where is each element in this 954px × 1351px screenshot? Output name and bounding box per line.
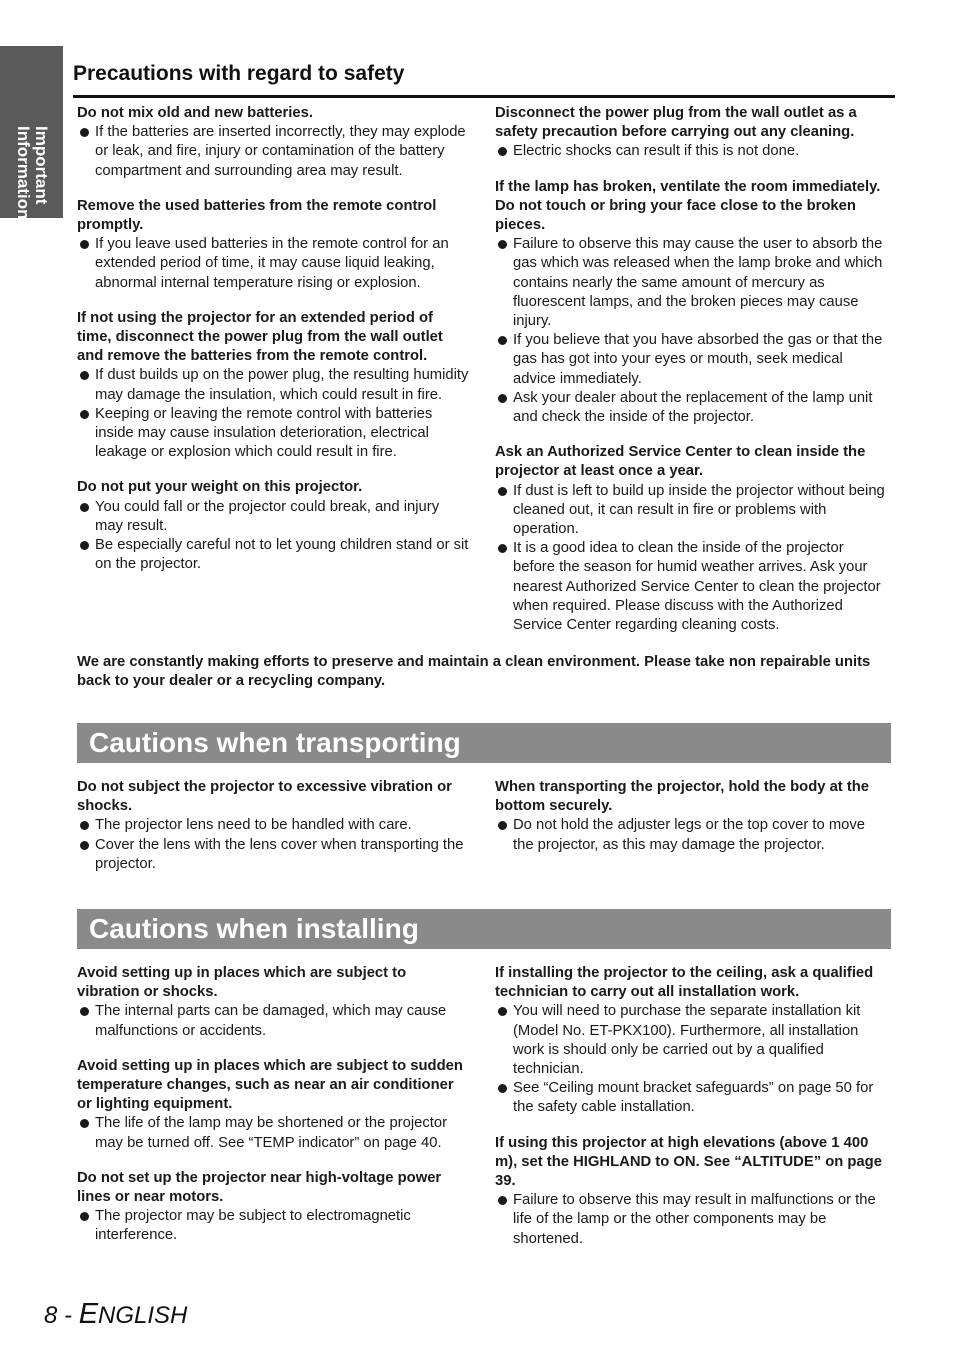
- precaution-text: Failure to observe this may result in malfunctions or the life of the lamp or the other components may be shortened.: [513, 1192, 876, 1247]
- precaution-list: [495, 142, 889, 161]
- bullet-icon: [80, 371, 89, 380]
- precaution-item: [495, 482, 889, 540]
- precaution-text: Electric shocks can result if this is not done.: [513, 143, 800, 160]
- precaution-heading: Ask an Authorized Service Center to clean inside the projector at least once a year.: [495, 444, 866, 480]
- precaution-block: [77, 104, 471, 181]
- precaution-text: It is a good idea to clean the inside of the projector before the season for humid weather arrives. Ask your nearest Authorized Service Center to clean the projector when required. Please discuss with the Authorized Service Center regarding cleaning costs.: [513, 540, 881, 634]
- precaution-block: [495, 778, 889, 855]
- precaution-block: [77, 309, 471, 463]
- precaution-item: [77, 123, 471, 181]
- precaution-text: Cover the lens with the lens cover when transporting the projector.: [95, 836, 464, 872]
- precaution-block: [495, 178, 889, 428]
- transport-left-column: [77, 778, 471, 890]
- precaution-heading: Avoid setting up in places which are subject to sudden temperature changes, such as near an air conditioner or lighting equipment.: [77, 1057, 463, 1113]
- precaution-item: [77, 1114, 471, 1152]
- precaution-list: [495, 482, 889, 636]
- precaution-heading: Do not subject the projector to excessive vibration or shocks.: [77, 779, 452, 815]
- section-title: Precautions with regard to safety: [73, 62, 405, 85]
- precaution-heading: If not using the projector for an extended period of time, disconnect the power plug from the wall outlet and remove the batteries from the remote control.: [77, 309, 443, 365]
- precaution-block: [77, 778, 471, 874]
- precaution-heading: Disconnect the power plug from the wall outlet as a safety precaution before carrying out any cleaning.: [495, 105, 857, 141]
- precaution-text: If dust is left to build up inside the projector without being cleaned out, it can result in fire or problems with operation.: [513, 482, 885, 538]
- precaution-heading: Avoid setting up in places which are subject to vibration or shocks.: [77, 965, 407, 1001]
- precaution-item: [77, 366, 471, 404]
- bullet-icon: [498, 394, 507, 403]
- precaution-text: If the batteries are inserted incorrectly, they may explode or leak, and fire, injury or contamination of the battery compartment and surrounding area may result.: [95, 124, 466, 179]
- precaution-item: [495, 1002, 889, 1079]
- precaution-item: [77, 405, 471, 463]
- bullet-icon: [498, 1007, 507, 1016]
- precaution-item: [495, 1079, 889, 1117]
- bullet-icon: [80, 410, 89, 419]
- precaution-text: Be especially careful not to let young children stand or sit on the projector.: [95, 537, 469, 573]
- precaution-block: [77, 964, 471, 1041]
- precaution-item: [77, 1207, 471, 1245]
- bullet-icon: [498, 240, 507, 249]
- bullet-icon: [498, 336, 507, 345]
- precaution-heading: If installing the projector to the ceiling, ask a qualified technician to carry out all installation work.: [495, 965, 874, 1001]
- precaution-list: [77, 1207, 471, 1245]
- precaution-block: [495, 964, 889, 1118]
- bullet-icon: [80, 1212, 89, 1221]
- precaution-text: Keeping or leaving the remote control with batteries inside may cause insulation deterioration, electrical leakage or explosion which could result in fire.: [95, 405, 433, 461]
- safety-left-column: [77, 104, 471, 590]
- precaution-item: [495, 235, 889, 331]
- precaution-text: The life of the lamp may be shortened or the projector may be turned off. See “TEMP indicator” on page 40.: [95, 1115, 448, 1151]
- precaution-item: [77, 536, 471, 574]
- precaution-item: [495, 816, 889, 854]
- precaution-text: Failure to observe this may cause the user to absorb the gas which was released when the lamp broke and which contains nearly the same amount of mercury as fluorescent lamps, and the broken pieces may cause injury.: [513, 236, 883, 330]
- environment-note: We are constantly making efforts to preserve and maintain a clean environment. Please take non repairable units back to your dealer or a recycling company.: [77, 654, 871, 690]
- precaution-block: [495, 443, 889, 635]
- page-footer: [44, 1298, 187, 1331]
- precaution-heading: Do not set up the projector near high-voltage power lines or near motors.: [77, 1169, 442, 1206]
- precaution-heading: Do not mix old and new batteries.: [77, 105, 313, 121]
- side-tab-label: Important Information: [14, 126, 51, 220]
- transport-title: Cautions when transporting: [89, 727, 461, 758]
- precaution-block: [77, 478, 471, 574]
- bullet-icon: [498, 147, 507, 156]
- bullet-icon: [80, 240, 89, 249]
- bullet-icon: [80, 1119, 89, 1128]
- install-left-column: [77, 964, 471, 1262]
- precaution-text: See “Ceiling mount bracket safeguards” on page 50 for the safety cable installation.: [513, 1080, 874, 1116]
- precaution-item: [77, 816, 471, 835]
- precaution-text: The projector lens need to be handled with care.: [95, 817, 412, 834]
- precaution-list: [77, 816, 471, 874]
- install-title: Cautions when installing: [89, 913, 419, 944]
- bullet-icon: [498, 487, 507, 496]
- precaution-list: [77, 366, 471, 462]
- install-banner: [77, 909, 891, 949]
- bullet-icon: [498, 821, 507, 830]
- precaution-item: [495, 331, 889, 389]
- side-tab: [0, 46, 63, 218]
- precaution-text: Do not hold the adjuster legs or the top cover to move the projector, as this may damage the projector.: [513, 817, 866, 853]
- precaution-item: [77, 498, 471, 536]
- transport-banner: [77, 723, 891, 763]
- precaution-list: [77, 123, 471, 181]
- precaution-block: [495, 104, 889, 162]
- bullet-icon: [80, 841, 89, 850]
- bullet-icon: [80, 541, 89, 550]
- precaution-item: [77, 1002, 471, 1040]
- precaution-text: The projector may be subject to electromagnetic interference.: [95, 1208, 411, 1244]
- precaution-block: [77, 197, 471, 293]
- precaution-text: You will need to purchase the separate installation kit (Model No. ET-PKX100). Furthermore, all installation work is should only be carried out by a qualified technician.: [513, 1003, 861, 1078]
- precaution-block: [495, 1134, 889, 1249]
- title-rule: [73, 95, 895, 98]
- install-right-column: [495, 964, 889, 1265]
- precaution-heading: If using this projector at high elevations (above 1 400 m), set the HIGHLAND to ON. See “ALTITUDE” on page 39.: [495, 1134, 882, 1190]
- page-number: 8 -: [44, 1302, 79, 1329]
- bullet-icon: [498, 1084, 507, 1093]
- precaution-text: If dust builds up on the power plug, the resulting humidity may damage the insulation, which could result in fire.: [95, 367, 469, 403]
- precaution-heading: When transporting the projector, hold the body at the bottom securely.: [495, 779, 870, 815]
- bullet-icon: [80, 821, 89, 830]
- precaution-item: [77, 836, 471, 874]
- precaution-text: Ask your dealer about the replacement of the lamp unit and check the inside of the projector.: [513, 389, 873, 426]
- precaution-list: [495, 816, 889, 854]
- precaution-list: [495, 235, 889, 427]
- precaution-item: [77, 235, 471, 293]
- precaution-list: [495, 1002, 889, 1117]
- precaution-heading: Do not put your weight on this projector.: [77, 479, 363, 496]
- precaution-list: [495, 1191, 889, 1249]
- precaution-text: You could fall or the projector could break, and injury may result.: [95, 498, 440, 534]
- precaution-list: [77, 498, 471, 575]
- precaution-item: [495, 142, 889, 161]
- precaution-heading: Remove the used batteries from the remote control promptly.: [77, 197, 437, 234]
- footer-rest: NGLISH: [98, 1302, 188, 1329]
- safety-right-column: [495, 104, 889, 651]
- precaution-item: [495, 539, 889, 635]
- bullet-icon: [80, 128, 89, 137]
- precaution-list: [77, 1002, 471, 1040]
- precaution-item: [495, 1191, 889, 1249]
- precaution-item: [495, 389, 889, 427]
- precaution-list: [77, 1114, 471, 1152]
- precaution-text: The internal parts can be damaged, which may cause malfunctions or accidents.: [95, 1003, 447, 1039]
- transport-right-column: [495, 778, 889, 871]
- precaution-text: If you leave used batteries in the remote control for an extended period of time, it may cause liquid leaking, abnormal internal temperature rising or explosion.: [95, 236, 449, 291]
- precaution-block: [77, 1057, 471, 1153]
- bullet-icon: [498, 544, 507, 553]
- bullet-icon: [498, 1196, 507, 1205]
- bullet-icon: [80, 1007, 89, 1016]
- precaution-heading: If the lamp has broken, ventilate the room immediately. Do not touch or bring your face close to the broken pieces.: [495, 178, 881, 234]
- precaution-text: If you believe that you have absorbed the gas or that the gas has got into your eyes or mouth, seek medical advice immediately.: [513, 332, 883, 387]
- footer-first-letter: E: [78, 1298, 99, 1330]
- precaution-list: [77, 235, 471, 293]
- bullet-icon: [80, 503, 89, 512]
- precaution-block: [77, 1169, 471, 1246]
